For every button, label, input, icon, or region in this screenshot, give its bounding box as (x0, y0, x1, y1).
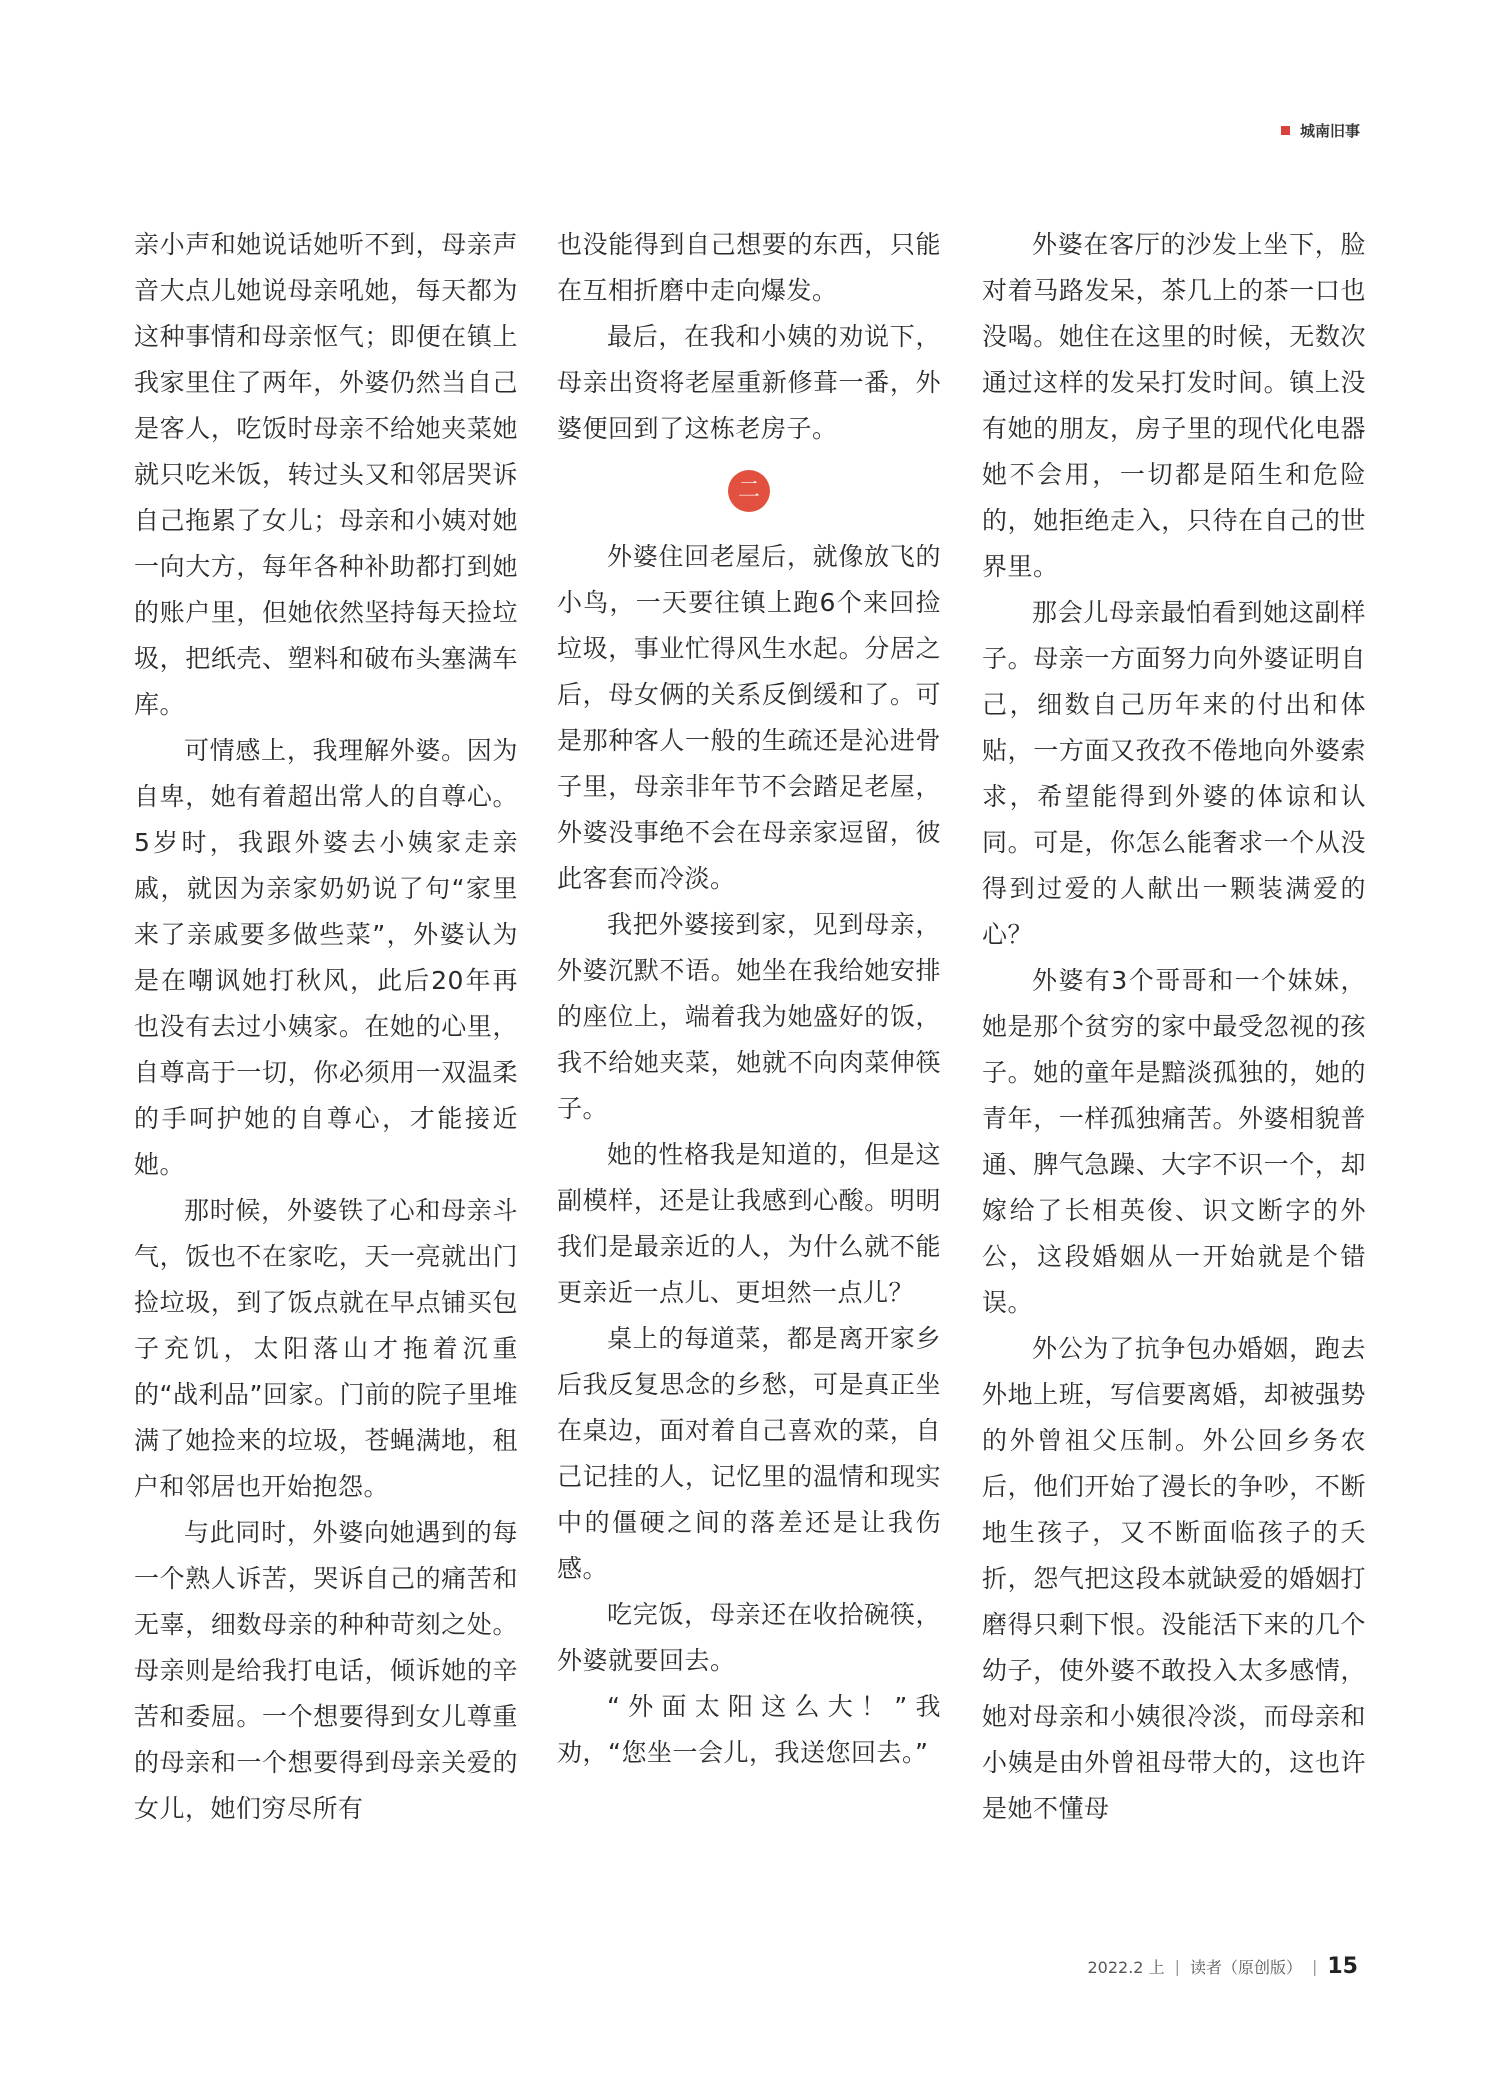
page-number: 15 (1327, 1954, 1358, 1979)
paragraph: 吃完饭，母亲还在收拾碗筷，外婆就要回去。 (557, 1600, 941, 1675)
text-column-2 (557, 222, 941, 1776)
paragraph: “外面太阳这么大！”我劝，“您坐一会儿，我送您回去。” (557, 1692, 941, 1767)
issue-label: 2022.2 上 (1087, 1958, 1165, 1977)
paragraph: 她的性格我是知道的，但是这副模样，还是让我感到心酸。明明我们是最亲近的人，为什么就不能更亲近一点儿、更坦然一点儿？ (557, 1140, 941, 1307)
magazine-name: 读者（原创版） (1189, 1958, 1302, 1977)
footer-separator: | (1174, 1957, 1180, 1976)
paragraph: 亲小声和她说话她听不到，母亲声音大点儿她说母亲吼她，每天都为这种事情和母亲怄气；即便在镇上我家里住了两年，外婆仍然当自己是客人，吃饭时母亲不给她夹菜她就只吃米饭，转过头又和邻居哭诉自己拖累了女儿；母亲和小姨对她一向大方，每年各种补助都打到她的账户里，但她依然坚持每天捡垃圾，把纸壳、塑料和破布头塞满车库。 (134, 230, 518, 719)
paragraph: 最后，在我和小姨的劝说下，母亲出资将老屋重新修葺一番，外婆便回到了这栋老房子。 (557, 322, 941, 443)
paragraph: 外公为了抗争包办婚姻，跑去外地上班，写信要离婚，却被强势的外曾祖父压制。外公回乡务农后，他们开始了漫长的争吵，不断地生孩子，又不断面临孩子的夭折，怨气把这段本就缺爱的婚姻打磨得只剩下恨。没能活下来的几个幼子，使外婆不敢投入太多感情，她对母亲和小姨很冷淡，而母亲和小姨是由外曾祖母带大的，这也许是她不懂母 (982, 1334, 1366, 1823)
page-footer (1088, 1954, 1359, 1979)
text-column-1 (134, 222, 518, 1832)
footer-separator: | (1311, 1957, 1318, 1976)
paragraph: 外婆有3个哥哥和一个妹妹，她是那个贫穷的家中最受忽视的孩子。她的童年是黯淡孤独的，她的青年，一样孤独痛苦。外婆相貌普通、脾气急躁、大字不识一个，却嫁给了长相英俊、识文断字的外公，这段婚姻从一开始就是个错误。 (982, 966, 1366, 1317)
paragraph: 那会儿母亲最怕看到她这副样子。母亲一方面努力向外婆证明自己，细数自己历年来的付出和体贴，一方面又孜孜不倦地向外婆索求，希望能得到外婆的体谅和认同。可是，你怎么能奢求一个从没得到过爱的人献出一颗装满爱的心？ (982, 598, 1366, 949)
section-title: 城南旧事 (1299, 122, 1360, 140)
text-column-3 (982, 222, 1366, 1832)
paragraph: 我把外婆接到家，见到母亲，外婆沉默不语。她坐在我给她安排的座位上，端着我为她盛好的饭，我不给她夹菜，她就不向肉菜伸筷子。 (557, 910, 941, 1123)
paragraph: 外婆在客厅的沙发上坐下，脸对着马路发呆，茶几上的茶一口也没喝。她住在这里的时候，无数次通过这样的发呆打发时间。镇上没有她的朋友，房子里的现代化电器她不会用，一切都是陌生和危险的，她拒绝走入，只待在自己的世界里。 (982, 230, 1366, 581)
paragraph: 与此同时，外婆向她遇到的每一个熟人诉苦，哭诉自己的痛苦和无辜，细数母亲的种种苛刻之处。母亲则是给我打电话，倾诉她的辛苦和委屈。一个想要得到女儿尊重的母亲和一个想要得到母亲关爱的女儿，她们穷尽所有 (134, 1518, 518, 1823)
paragraph: 可情感上，我理解外婆。因为自卑，她有着超出常人的自尊心。5岁时，我跟外婆去小姨家走亲戚，就因为亲家奶奶说了句“家里来了亲戚要多做些菜”，外婆认为是在嘲讽她打秋风，此后20年再也没有去过小姨家。在她的心里，自尊高于一切，你必须用一双温柔的手呵护她的自尊心，才能接近她。 (134, 736, 518, 1179)
section-number-badge: 二 (728, 470, 770, 512)
paragraph: 外婆住回老屋后，就像放飞的小鸟，一天要往镇上跑6个来回捡垃圾，事业忙得风生水起。分居之后，母女俩的关系反倒缓和了。可是那种客人一般的生疏还是沁进骨子里，母亲非年节不会踏足老屋，外婆没事绝不会在母亲家逗留，彼此客套而冷淡。 (557, 542, 941, 893)
paragraph: 也没能得到自己想要的东西，只能在互相折磨中走向爆发。 (557, 230, 941, 305)
section-marker (1281, 126, 1290, 135)
paragraph: 那时候，外婆铁了心和母亲斗气，饭也不在家吃，天一亮就出门捡垃圾，到了饭点就在早点铺买包子充饥，太阳落山才拖着沉重的“战利品”回家。门前的院子里堆满了她捡来的垃圾，苍蝇满地，租户和邻居也开始抱怨。 (134, 1196, 518, 1501)
paragraph: 桌上的每道菜，都是离开家乡后我反复思念的乡愁，可是真正坐在桌边，面对着自己喜欢的菜，自己记挂的人，记忆里的温情和现实中的僵硬之间的落差还是让我伤感。 (557, 1324, 941, 1583)
section-header (1281, 120, 1360, 141)
